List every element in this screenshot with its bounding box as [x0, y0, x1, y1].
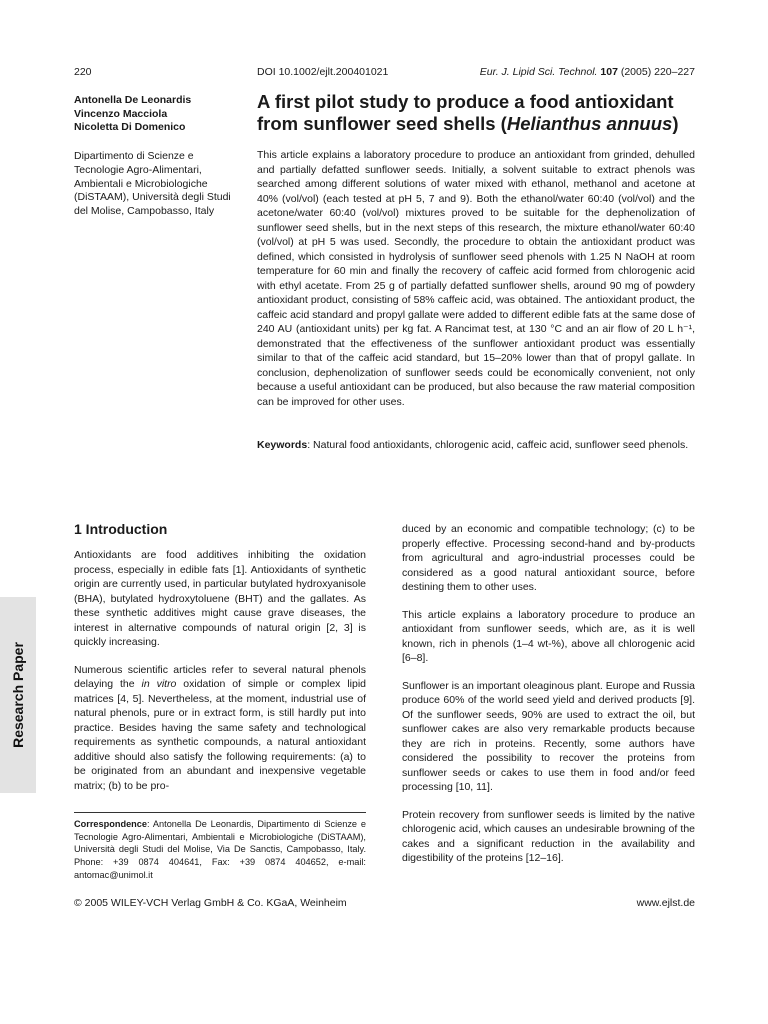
- journal-volume: 107: [600, 66, 618, 78]
- author: Vincenzo Macciola: [74, 107, 168, 120]
- section-heading: 1 Introduction: [74, 521, 168, 537]
- copyright: © 2005 WILEY-VCH Verlag GmbH & Co. KGaA, Weinheim: [74, 897, 347, 909]
- journal-year-pages: (2005) 220–227: [620, 66, 695, 78]
- journal-citation: [480, 66, 695, 78]
- doi[interactable]: DOI 10.1002/ejlt.200401021: [257, 66, 389, 78]
- author: Nicoletta Di Domenico: [74, 121, 186, 133]
- right-column: [402, 522, 695, 879]
- journal-url[interactable]: www.ejlst.de: [636, 897, 695, 909]
- correspondence-text: : Antonella De Leonardis, Dipartimento di Scienze e Tecnologie Agro-Alimentari, Ambientali e Microbiologiche (DiSTAAM), Università degli Studi del Molise, Via De Sanctis, Campobasso, Italy. Phone: +39 0874 404641, Fax: +39 0874 404652, e-mail: antomac@unimol.it: [74, 819, 366, 880]
- left-column: [74, 548, 366, 806]
- affiliation: Dipartimento di Scienze e Tecnologie Agro-Alimentari, Ambientali e Microbiologiche (DiSTAAM), Università degli Studi del Molise, Campobasso, Italy: [74, 150, 231, 218]
- side-tab: [0, 597, 36, 793]
- paragraph: Protein recovery from sunflower seeds is limited by the native chlorogenic acid, which causes an undesirable browning of the cakes and a significant reduction in the availability and digestibility of the proteins [12–16].: [402, 808, 695, 864]
- correspondence-label: Correspondence: [74, 819, 148, 829]
- abstract: This article explains a laboratory procedure to produce an antioxidant from grinded, dehulled and partially defatted sunflower seeds. Initially, a solvent suitable to extract phenols was searched among different solutions of water mixed with ethanol, methanol and acetone at 40% (vol/vol) (each tested at pH 5, 7 and 9). Both the ethanol/water 60:40 (vol/vol) and the acetone/water 60:40 (vol/vol) mixtures proved to be suitable for the dephenolization of sunflower seed shells, but in the next steps of this research, the mixture ethanol/water 60:40 (vol/vol) at pH 5 was used. Secondly, the procedure to obtain the antioxidant product was defined, which consisted in hydrolysis of sunflower seed phenols with 1.25 N NaOH at room temperature for 60 min and finally the recovery of caffeic acid formed from chlorogenic acid with ethyl acetate. From 25 g of partially defatted sunflower shells, around 90 mg of powdery antioxidant product, consisting of 58% caffeic acid, was obtained. The antioxidant product, the caffeic acid standard and propyl gallate were added to different edible fats at the same dose of 240 AU (antioxidant units) per kg fat. A Rancimat test, at 130 °C and an air flow of 20 L h⁻¹, demonstrated that the effectiveness of the sunflower antioxidant product was essentially similar to that of the caffeic acid standard, but 15–20% lower than that of propyl gallate. In conclusion, dephenolization of sunflower seeds could be economically convenient, not only because a useful antioxidant can be produced, but also because the raw material composition can be improved for other uses.: [257, 149, 695, 408]
- side-tab-label: Research Paper: [10, 642, 26, 748]
- paragraph: Antioxidants are food additives inhibiting the oxidation process, especially in edible fats [1]. Antioxidants of synthetic origin are currently used, in particular butylated hydroxyanisole (BHA), butylated hydroxytoluene (BHT) and the gallates. As these synthetic additives might cause grave diseases, the interest in alternative compounds of natural origin [2, 3] is quickly increasing.: [74, 549, 366, 648]
- keywords-label: Keywords: [257, 439, 308, 451]
- paragraph: Sunflower is an important oleaginous plant. Europe and Russia produce 60% of the world seed yield and derived products [9]. Of the sunflower seeds, 90% are used to extract the oil, but sunflower cakes are also very remarkable products because they are rich in proteins. Recently, some authors have considered the possibility to recover the proteins from sunflower seeds or cakes to use them in food and/or feed processing [10, 11].: [402, 679, 696, 793]
- footnote-divider: [74, 812, 366, 813]
- paragraph: This article explains a laboratory procedure to produce an antioxidant from sunflower seeds, which are, as it is well known, rich in phenols (1–4 wt-%), above all chlorogenic acid [6–8].: [402, 608, 695, 664]
- title-species: Helianthus annuus: [506, 113, 673, 134]
- paragraph: Numerous scientific articles refer to several natural phenols delaying the in vitro oxidation of simple or complex lipid matrices [4, 5]. Nevertheless, at the moment, industrial use of natural phenols, pure or in extract form, is still hardly put into practice. Besides having the same safety and technological requirements as synthetic compounds, a natural antioxidant additive should also satisfy the following requirements: (a) to be originated from an abundant and inexpensive vegetable matrix; (b) to be pro-: [74, 663, 366, 792]
- journal-name: Eur. J. Lipid Sci. Technol.: [479, 66, 598, 78]
- correspondence: [74, 818, 366, 882]
- author: Antonella De Leonardis: [74, 94, 192, 106]
- paragraph: duced by an economic and compatible technology; (c) to be properly effective. Processing second-hand and by-products from agricultural and agro-industrial processes could be considered as a good natural antioxidant source, before destining them to other uses.: [402, 523, 695, 593]
- author-list: [74, 94, 244, 135]
- title-main: A first pilot study to produce a food antioxidant from sunflower seed shells (: [257, 91, 674, 134]
- page-number: 220: [74, 66, 92, 78]
- keywords: [257, 438, 695, 453]
- article-title: [257, 91, 707, 135]
- keywords-text: : Natural food antioxidants, chlorogenic acid, caffeic acid, sunflower seed phenols.: [307, 439, 689, 451]
- title-close: ): [672, 113, 679, 134]
